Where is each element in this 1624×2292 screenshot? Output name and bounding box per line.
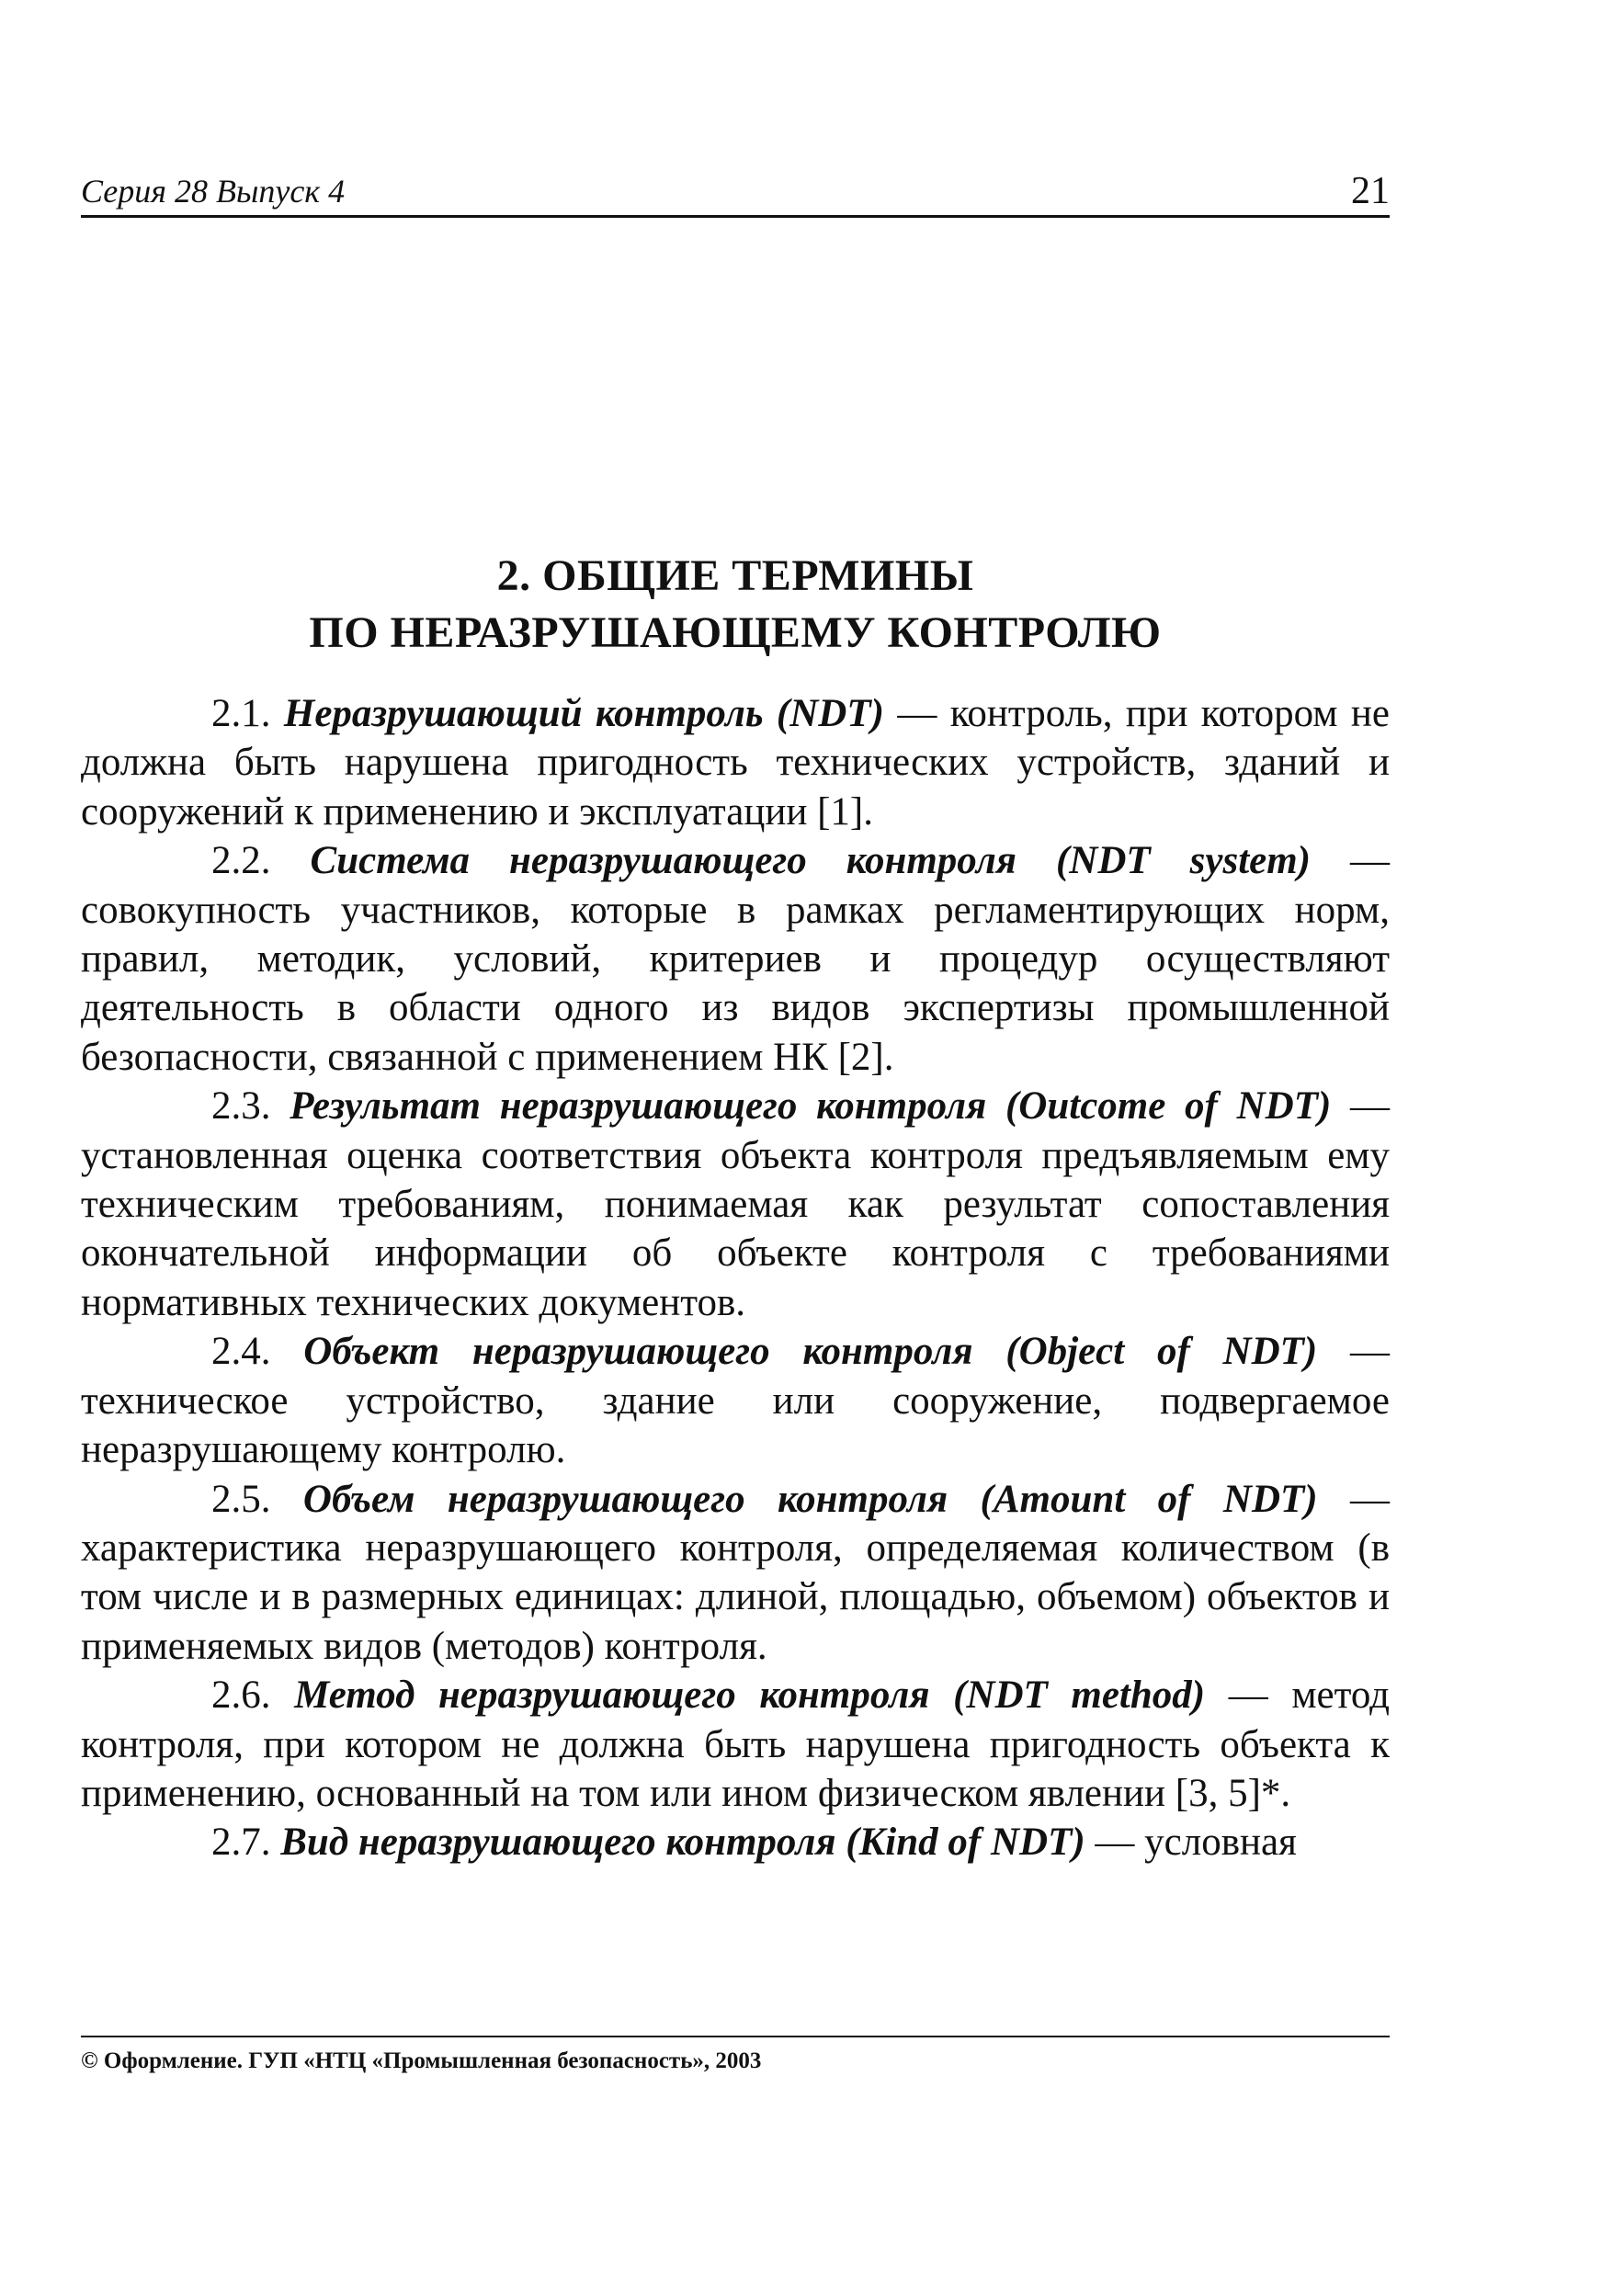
term-name: Объект неразрушающего контроля (Object of NDT) (303, 1330, 1318, 1374)
term-definition: — контроль, при котором не должна быть нарушена пригодность технических устройств, зданий и сооружений к применению и эксплуатации [1]. (81, 692, 1390, 834)
term-definition: — установленная оценка соответствия объекта контроля предъявляемым ему техническим требованиям, понимаемая как результат сопоставления окончательной информации об объекте контроля с требованиями нормативных технических документов. (81, 1084, 1391, 1324)
term-2-2 (81, 836, 1390, 1082)
term-name: Метод неразрушающего контроля (NDT method) (294, 1674, 1206, 1718)
section-title-line-1: 2. ОБЩИЕ ТЕРМИНЫ (496, 551, 974, 600)
term-name: Объем неразрушающего контроля (Amount of NDT) (302, 1477, 1318, 1521)
term-definition: — техническое устройство, здание или сооружение, подвергаемое неразрушающему контролю. (81, 1330, 1391, 1472)
term-2-5 (81, 1475, 1390, 1672)
section-title (81, 548, 1390, 662)
term-number: 2.2. (211, 839, 271, 883)
series-label: Серия 28 Выпуск 4 (81, 173, 346, 210)
page-number: 21 (1351, 170, 1390, 212)
footer-divider (81, 2036, 1390, 2037)
term-definition: — условная (1095, 1821, 1297, 1865)
term-2-1 (81, 689, 1390, 836)
term-number: 2.4. (211, 1330, 271, 1374)
term-number: 2.6. (211, 1674, 271, 1718)
term-number: 2.7. (211, 1821, 271, 1865)
terms-list (81, 689, 1390, 1867)
term-number: 2.3. (211, 1084, 271, 1129)
term-2-7 (81, 1818, 1390, 1867)
term-2-6 (81, 1671, 1390, 1818)
term-definition: — характеристика неразрушающего контроля, определяемая количеством (в том числе и в размерных единицах: длиной, площадью, объемом) объектов и применяемых видов (методов) контроля. (81, 1477, 1390, 1668)
section-title-line-2: ПО НЕРАЗРУШАЮЩЕМУ КОНТРОЛЮ (309, 608, 1162, 657)
term-definition: — метод контроля, при котором не должна быть нарушена пригодность объекта к применению, основанный на том или ином физическом явлении [3, 5]*. (81, 1674, 1390, 1815)
running-header (81, 164, 1390, 218)
term-name: Система неразрушающего контроля (NDT system) (310, 839, 1311, 883)
copyright-notice: © Оформление. ГУП «НТЦ «Промышленная безопасность», 2003 (81, 2048, 762, 2073)
term-name: Неразрушающий контроль (NDT) (283, 692, 884, 735)
term-name: Вид неразрушающего контроля (Kind of NDT) (280, 1821, 1085, 1865)
term-number: 2.5. (211, 1477, 271, 1521)
term-definition: — совокупность участников, которые в рамках регламентирующих норм, правил, методик, условий, критериев и процедур осуществляют деятельность в области одного из видов экспертизы промышленной безопасности, связанной с применением НК [2]. (81, 839, 1391, 1079)
term-2-3 (81, 1082, 1390, 1327)
term-number: 2.1. (211, 692, 271, 735)
term-name: Результат неразрушающего контроля (Outcome of NDT) (290, 1084, 1332, 1129)
term-2-4 (81, 1327, 1390, 1474)
